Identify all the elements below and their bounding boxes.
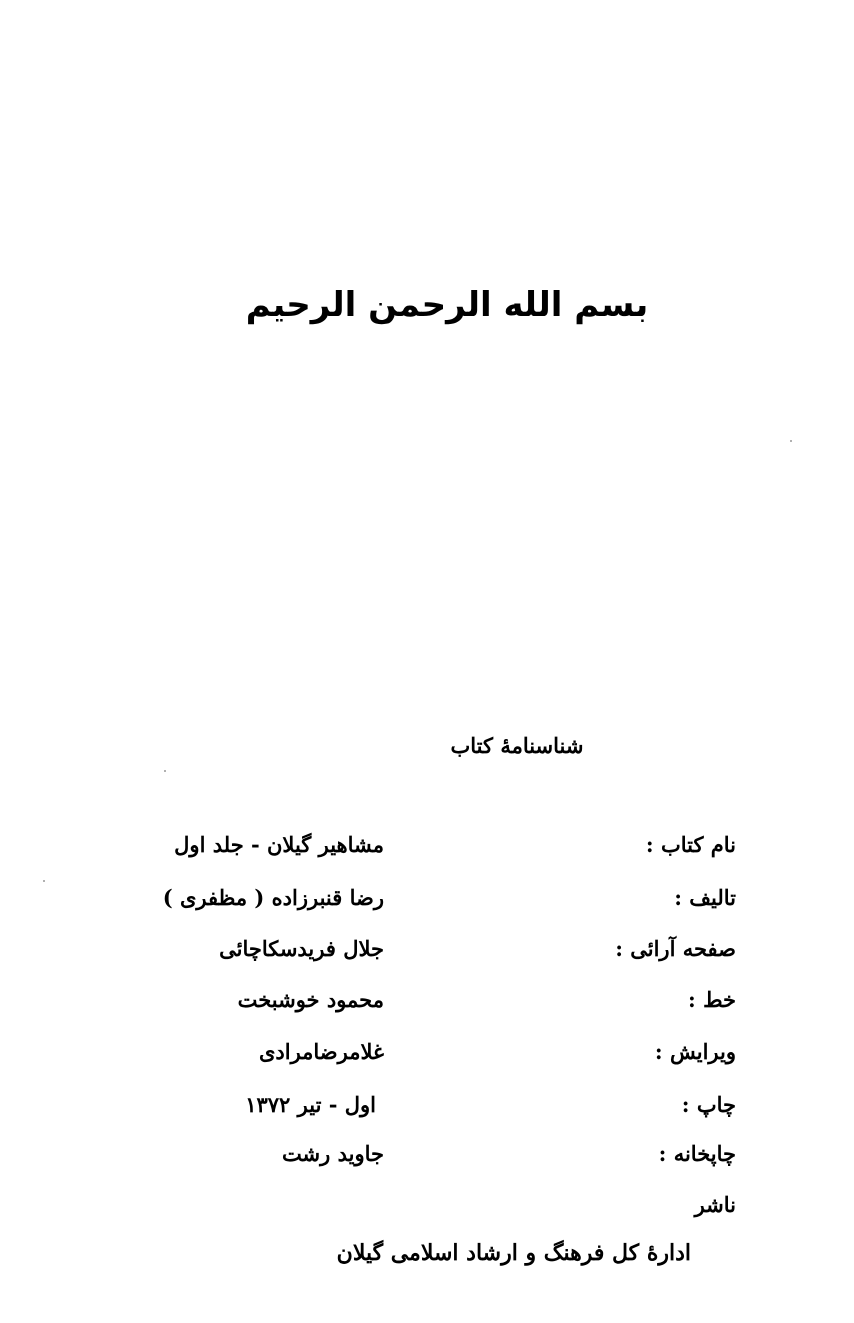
field-label: تالیف :	[674, 885, 736, 910]
field-value: اول - تیر ۱۳۷۲	[245, 1092, 376, 1117]
field-value: جاوید رشت	[281, 1141, 384, 1166]
field-row-publisher-label	[0, 1192, 854, 1226]
field-label: نام کتاب :	[645, 832, 736, 857]
field-label: چاپ :	[681, 1092, 736, 1117]
field-row-author	[0, 885, 854, 919]
field-row-edition	[0, 1092, 854, 1126]
field-row-calligraphy	[0, 987, 854, 1021]
book-identity-heading: شناسنامهٔ کتاب	[450, 733, 584, 758]
field-label: ویرایش :	[654, 1039, 736, 1064]
field-row-title	[0, 832, 854, 866]
field-value: مشاهیر گیلان - جلد اول	[174, 832, 384, 857]
field-label: صفحه آرائی :	[615, 936, 736, 961]
basmala-heading: بسم الله الرحمن الرحیم	[245, 285, 649, 325]
scan-speck	[790, 440, 792, 442]
field-row-printer	[0, 1141, 854, 1175]
field-label: خط :	[688, 987, 736, 1012]
field-label: چاپخانه :	[658, 1141, 736, 1166]
scan-speck	[164, 770, 166, 772]
field-row-editor	[0, 1039, 854, 1073]
publisher-name: ادارهٔ کل فرهنگ و ارشاد اسلامی گیلان	[336, 1240, 691, 1266]
field-row-layout	[0, 936, 854, 970]
scan-speck	[43, 880, 45, 882]
field-value: محمود خوشبخت	[237, 987, 384, 1012]
field-value: غلامرضامرادی	[258, 1039, 384, 1064]
field-value: رضا قنبرزاده ( مظفری )	[162, 885, 384, 910]
field-label: ناشر	[694, 1192, 736, 1217]
field-value: جلال فریدسکاچائی	[219, 936, 384, 961]
